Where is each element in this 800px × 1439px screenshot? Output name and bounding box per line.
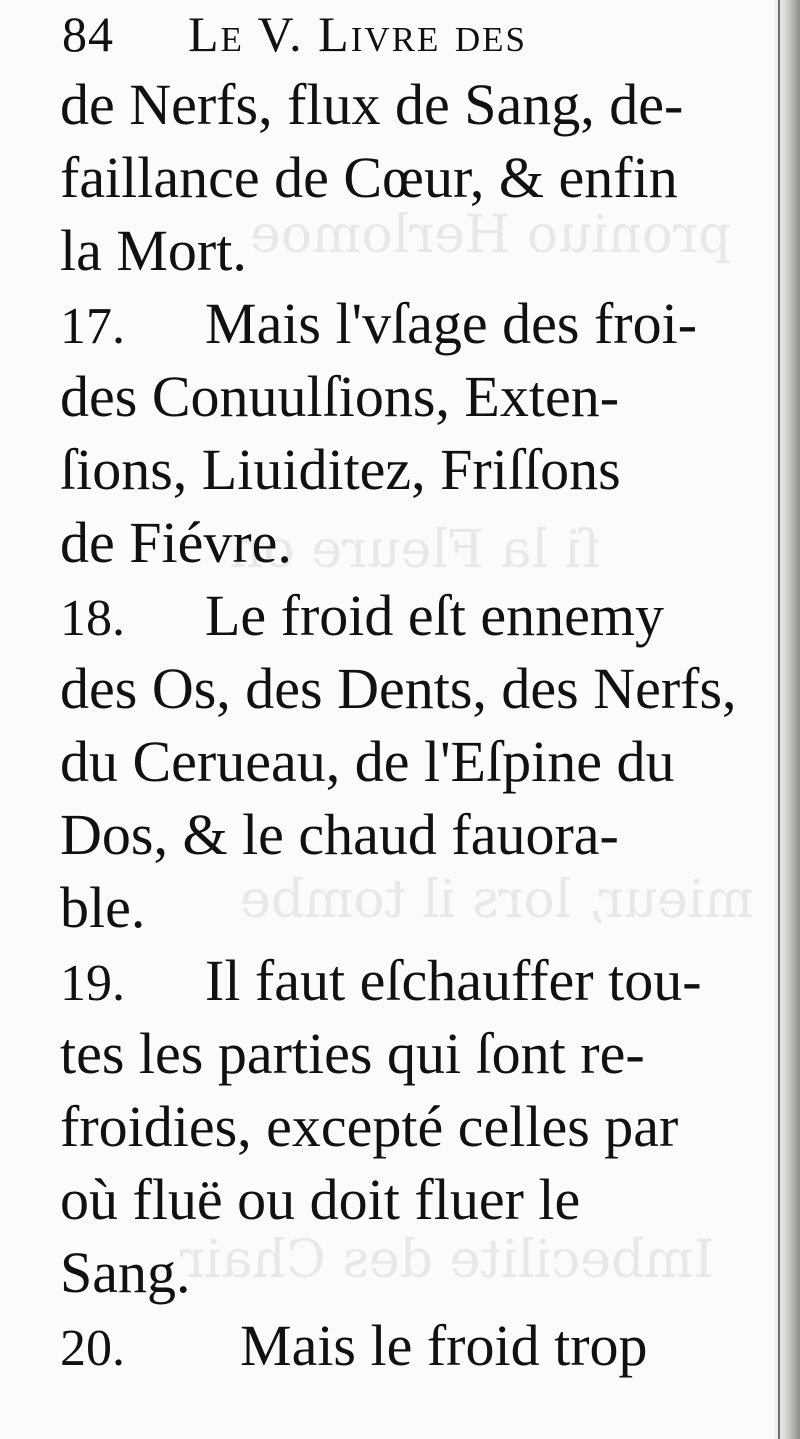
aphorism-19 <box>60 944 740 1309</box>
text-line: faillance de Cœur, & enfin <box>60 145 678 210</box>
text-line: de Nerfs, flux de Sang, de- <box>60 72 684 137</box>
aphorism-17 <box>60 287 740 579</box>
aphorism-18 <box>60 579 740 944</box>
text-line: des Os, des Dents, des Nerfs, <box>60 656 737 721</box>
aphorism-number: 19. <box>60 955 125 1012</box>
text-line: où fluë ou doit fluer le <box>60 1167 581 1232</box>
text-line: Dos, & le chaud fauora- <box>60 802 619 867</box>
aphorism-first-line <box>60 944 740 1017</box>
text-line: du Cerueau, de l'Eſpine du <box>60 729 675 794</box>
aphorism-number: 20. <box>60 1320 125 1377</box>
running-title: Le V. Livre des <box>188 6 527 62</box>
page-header <box>60 0 740 68</box>
text-line: des Conuulſions, Exten- <box>60 364 620 429</box>
aphorism-number: 17. <box>60 298 125 355</box>
page-number: 84 <box>62 6 114 62</box>
text-line: la Mort. <box>60 218 247 283</box>
text-line: tes les parties qui ſont re- <box>60 1021 645 1086</box>
aphorism-number: 18. <box>60 590 125 647</box>
aphorism-first-line <box>60 287 740 360</box>
aphorism-20 <box>60 1309 740 1382</box>
text-line: Le froid eſt ennemy <box>205 583 664 648</box>
show-through-text: ſi la Fleure on <box>230 520 601 580</box>
show-through-text: proniuo Herlomoe <box>250 205 732 265</box>
binding-edge-line <box>778 0 780 1439</box>
text-line: Il faut eſchauffer tou- <box>205 948 702 1013</box>
aphorism-first-line <box>60 1309 740 1382</box>
show-through-text: Imbecilite des Chair <box>180 1230 715 1290</box>
text-line: Mais le froid trop <box>240 1313 648 1378</box>
show-through-text: mieur, lors il tombe <box>240 870 754 930</box>
text-line: ble. <box>60 875 146 940</box>
aphorism-first-line <box>60 579 740 652</box>
text-line: de Fiévre. <box>60 510 292 575</box>
text-line: froidies, excepté celles par <box>60 1094 679 1159</box>
text-line: Mais l'vſage des froi- <box>205 291 698 356</box>
continued-paragraph <box>60 68 740 287</box>
text-line: ſions, Liuiditez, Friſſons <box>60 437 621 502</box>
text-line: Sang. <box>60 1240 191 1305</box>
page-text <box>60 0 740 1382</box>
